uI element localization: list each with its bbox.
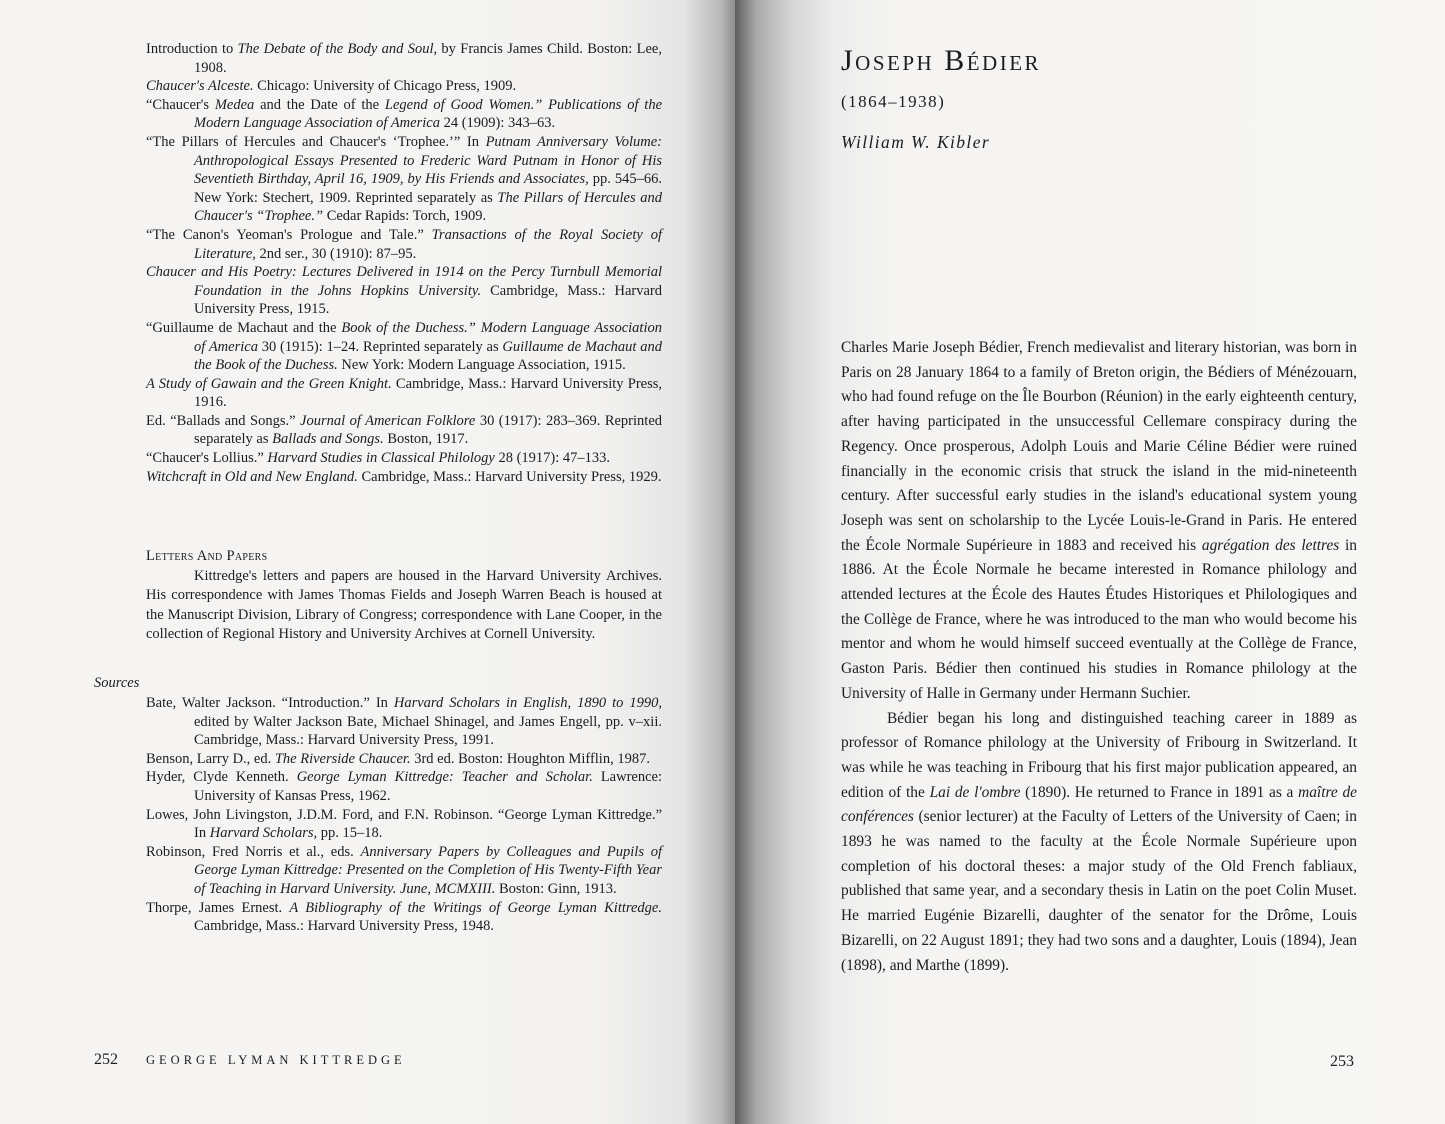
left-page-number: 252 [94,1051,118,1068]
bibliography-entry: “The Pillars of Hercules and Chaucer's ‘Trophee.’” In Putnam Anniversary Volume: Anthropological Essays Presented to Frederic Ward Putnam in Honor of His Seventieth Birthday, April 16, 1909, by His Friends and Associates, pp. 545–66. New York: Stechert, 1909. Reprinted separately as The Pillars of Hercules and Chaucer's “Trophee.” Cedar Rapids: Torch, 1909. [146,133,663,225]
bibliography-entry: “Guillaume de Machaut and the Book of the Duchess.” Modern Language Association of America 30 (1915): 1–24. Reprinted separately as Guillaume de Machaut and the Book of the Duchess. New York: Modern Language Association, 1915. [146,319,663,374]
left-footer [94,1051,406,1069]
bibliography-entry: Bate, Walter Jackson. “Introduction.” In Harvard Scholars in English, 1890 to 1990, edited by Walter Jackson Bate, Michael Shinagel, and James Engell, pp. v–xii. Cambridge, Mass.: Harvard University Press, 1991. [146,695,662,749]
sources-label: Sources [94,675,140,691]
bibliography-entry: Robinson, Fred Norris et al., eds. Anniversary Papers by Colleagues and Pupils of George Lyman Kittredge: Presented on the Completion of His Twenty-Fifth Year of Teaching in Harvard University. June, MCMXIII. Boston: Ginn, 1913. [146,843,663,897]
bibliography-entry: Witchcraft in Old and New England. Cambridge, Mass.: Harvard University Press, 1929. [146,468,662,485]
bibliography-entry: Chaucer and His Poetry: Lectures Delivered in 1914 on the Percy Turnbull Memorial Foundation in the Johns Hopkins University. Cambridge, Mass.: Harvard University Press, 1915. [146,264,662,318]
bibliography-entry: Lowes, John Livingston, J.D.M. Ford, and F.N. Robinson. “George Lyman Kittredge.” In Harvard Scholars, pp. 15–18. [146,806,662,842]
sources-list [146,694,662,936]
bibliography-list [146,40,662,486]
chapter-title: Joseph Bédier [841,44,1042,77]
bibliography-entry: “Chaucer's Lollius.” Harvard Studies in Classical Philology 28 (1917): 47–133. [146,450,611,467]
bibliography-entry: A Study of Gawain and the Green Knight. Cambridge, Mass.: Harvard University Press, 1916. [146,375,662,411]
body-paragraph: Bédier began his long and distinguished teaching career in 1889 as professor of Romance philology at the University of Fribourg in Switzerland. It was while he was teaching in Fribourg that his first major publication appeared, an edition of the Lai de l'ombre (1890). He returned to France in 1891 as a maître de conférences (senior lecturer) at the Faculty of Letters of the University of Caen; in 1893 he was named to the faculty at the École Normale Supérieure upon completion of his doctoral theses: a major study of the Old French fabliaux, published that same year, and a secondary thesis in Latin on the poet Colin Muset. He married Eugénie Bizarelli, daughter of the senator for the Drôme, Louis Bizarelli, on 22 August 1891; they had two sons and a daughter, Louis (1894), Jean (1898), and Marthe (1899). [841,709,1357,974]
running-head: GEORGE LYMAN KITTREDGE [146,1053,406,1067]
bibliography-entry: Benson, Larry D., ed. The Riverside Chaucer. 3rd ed. Boston: Houghton Mifflin, 1987. [146,750,650,767]
letters-section [146,548,662,644]
bibliography-entry: “Chaucer's Medea and the Date of the Legend of Good Women.” Publications of the Modern Language Association of America 24 (1909): 343–63. [146,96,663,132]
bibliography-entry: Introduction to The Debate of the Body and Soul, by Francis James Child. Boston: Lee, 1908. [146,41,662,76]
body-paragraph: Charles Marie Joseph Bédier, French medievalist and literary historian, was born in Paris on 28 January 1864 to a family of Breton origin, the Bédiers of Ménézouarn, who had found refuge on the Île Bourbon (Réunion) in the early eighteenth century, after having participated in the unsuccessful Cellemare conspiracy during the Regency. Once prosperous, Adolph Louis and Marie Céline Bédier were ruined financially in the economic crisis that struck the island in the mid-nineteenth century. After successful early studies in the island's educational system young Joseph was sent on scholarship to the Lycée Louis-le-Grand in Paris. He entered the École Normale Supérieure in 1883 and received his agrégation des lettres in 1886. At the École Normale he became interested in Romance philology and attended lectures at the École des Hautes Études Historiques et Philologiques and the Collège de France, where he was introduced to the man who would become his mentor and whom he would himself succeed eventually at the Collège de France, Gaston Paris. Bédier then continued his studies in Romance philology at the University of Halle in Germany under Hermann Suchier. [841,339,1357,702]
bibliography-entry: Chaucer's Alceste. Chicago: University of Chicago Press, 1909. [146,78,517,95]
bibliography-entry: Ed. “Ballads and Songs.” Journal of American Folklore 30 (1917): 283–369. Reprinted separately as Ballads and Songs. Boston, 1917. [146,412,663,448]
bibliography-entry: Thorpe, James Ernest. A Bibliography of the Writings of George Lyman Kittredge. Cambridge, Mass.: Harvard University Press, 1948. [146,899,662,935]
letters-text: Kittredge's letters and papers are housed in the Harvard University Archives. His correspondence with James Thomas Fields and Joseph Warren Beach is housed at the Manuscript Division, Library of Congress; correspondence with Lane Cooper, in the collection of Regional History and University Archives at Cornell University. [146,568,662,642]
right-page-number: 253 [1330,1053,1354,1070]
chapter-body [841,336,1357,978]
life-dates: (1864–1938) [841,92,946,111]
bibliography-entry: “The Canon's Yeoman's Prologue and Tale.” Transactions of the Royal Society of Literature, 2nd ser., 30 (1910): 87–95. [146,226,662,262]
chapter-author: William W. Kibler [841,132,991,152]
letters-heading: Letters And Papers [146,548,268,564]
bibliography-entry: Hyder, Clyde Kenneth. George Lyman Kittredge: Teacher and Scholar. Lawrence: University of Kansas Press, 1962. [146,769,662,804]
